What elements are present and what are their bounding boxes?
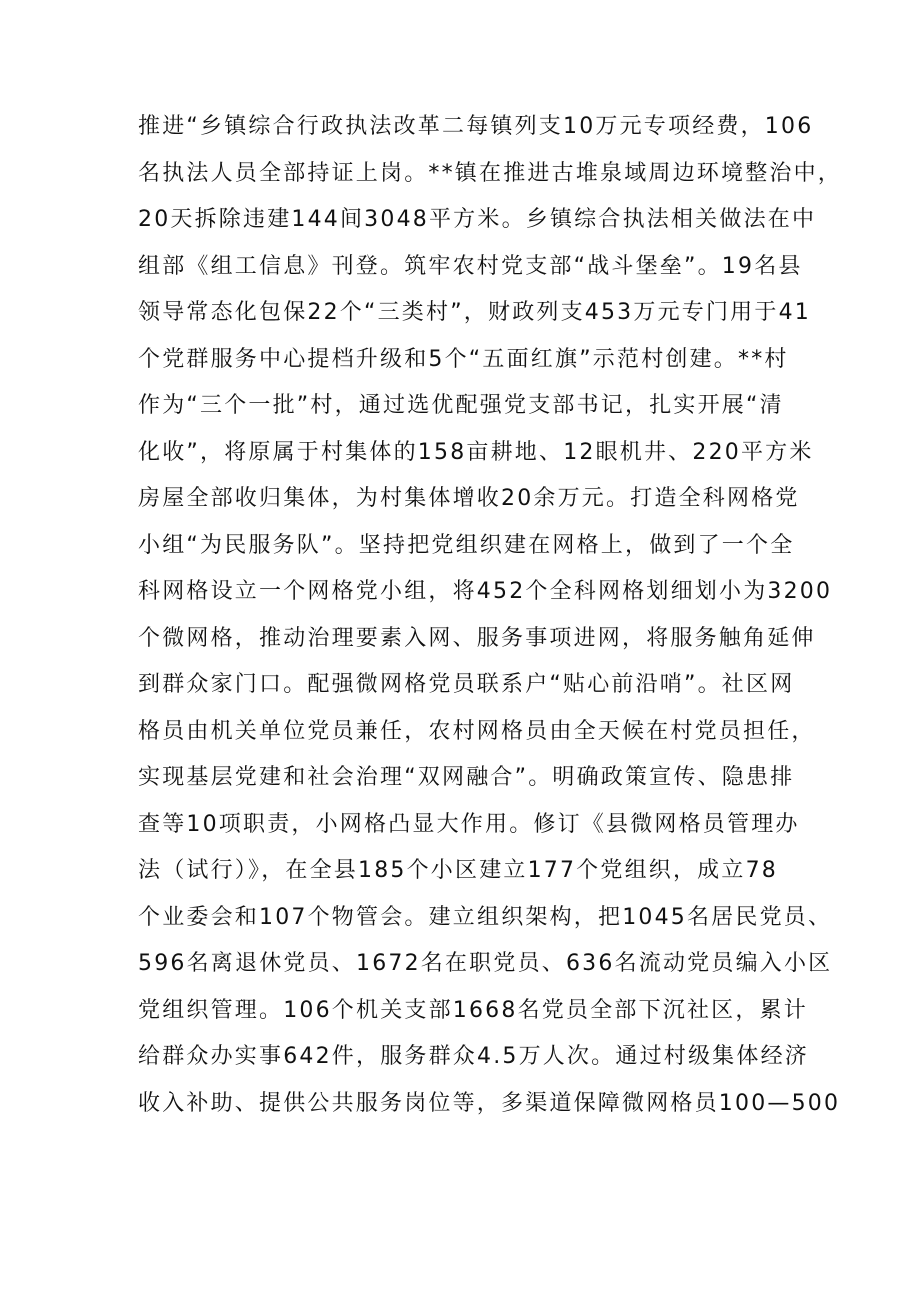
text-line: 20天拆除违建144间3048平方米。乡镇综合执法相关做法在中	[138, 207, 817, 232]
text-line: 房屋全部收归集体，为村集体增收20余万元。打造全科网格党	[138, 486, 800, 511]
text-line: 组部《组工信息》刊登。筑牢农村党支部“战斗堡垒”。19名县	[138, 253, 803, 279]
text-line: 党组织管理。106个机关支部1668名党员全部下沉社区，累计	[138, 997, 808, 1023]
text-line: 科网格设立一个网格党小组，将452个全科网格划细划小为3200	[138, 579, 833, 604]
text-line: 小组“为民服务队”。坚持把党组织建在网格上，做到了一个全	[138, 532, 795, 558]
text-line: 个微网格，推动治理要素入网、服务事项进网，将服务触角延伸	[138, 625, 816, 651]
text-line: 推进“乡镇综合行政执法改革二每镇列支10万元专项经费，106	[138, 114, 814, 139]
text-line: 实现基层党建和社会治理“双网融合”。明确政策宣传、隐患排	[138, 765, 795, 790]
text-line: 查等10项职责，小网格凸显大作用。修订《县微网格员管理办	[138, 811, 800, 837]
text-line: 596名离退休党员、1672名在职党员、636名流动党员编入小区	[138, 951, 833, 976]
text-line: 个党群服务中心提档升级和5个“五面红旗”示范村创建。**村	[138, 346, 789, 372]
text-line: 格员由机关单位党员兼任，农村网格员由全天候在村党员担任，	[138, 718, 816, 744]
text-line: 名执法人员全部持证上岗。**镇在推进古堆泉域周边环境整治中，	[138, 160, 843, 186]
text-line: 化收”，将原属于村集体的158亩耕地、12眼机井、220平方米	[138, 439, 814, 465]
text-line: 领导常态化包保22个“三类村”，财政列支453万元专门用于41	[138, 300, 811, 325]
body-text	[138, 104, 843, 1127]
text-line: 给群众办实事642件，服务群众4.5万人次。通过村级集体经济	[138, 1044, 809, 1069]
text-line: 法（试行）》，在全县185个小区建立177个党组织，成立78	[138, 858, 778, 883]
text-line: 到群众家门口。配强微网格党员联系户“贴心前沿哨”。社区网	[138, 672, 795, 697]
text-line: 作为“三个一批”村，通过选优配强党支部书记，扎实开展“清	[138, 393, 784, 418]
text-line: 收入补助、提供公共服务岗位等，多渠道保障微网格员100—500	[138, 1090, 841, 1116]
text-line: 个业委会和107个物管会。建立组织架构，把1045名居民党员、	[138, 904, 833, 930]
